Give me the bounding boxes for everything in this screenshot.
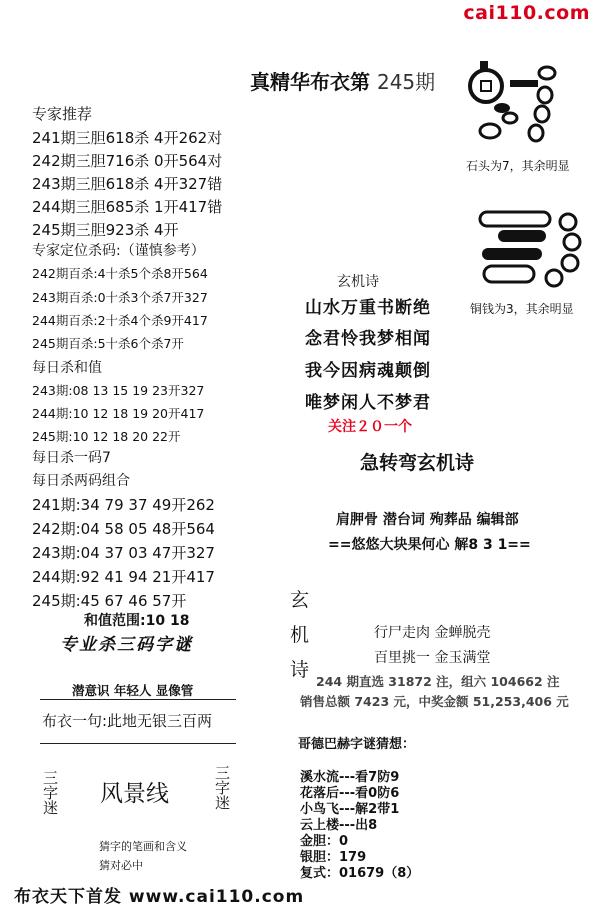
two-line: 241期:34 79 37 49开262 <box>32 496 215 514</box>
pro-title: 专业杀三码字谜 <box>60 635 193 655</box>
divider <box>40 743 236 744</box>
follow-note: 关注２０一个 <box>328 419 412 435</box>
two-line: 243期:04 37 03 47开327 <box>32 544 215 562</box>
two-line: 245期:45 67 46 57开 <box>32 592 187 610</box>
xjs-char: 诗 <box>290 659 310 681</box>
godel-line: 小鸟飞---解2带1 <box>300 802 400 817</box>
stone-puzzle-icon <box>462 58 592 153</box>
two-line: 244期:92 41 94 21开417 <box>32 568 215 586</box>
three-char-right: 三字迷 <box>213 765 231 810</box>
hint-line: 潜意识 年轻人 显像管 <box>72 683 194 698</box>
dingwei-title: 专家定位杀码:（谨慎参考） <box>32 243 205 259</box>
divider <box>40 699 236 700</box>
guess-line: 猜对必中 <box>99 859 143 872</box>
sum-title: 每日杀和值 <box>32 360 102 376</box>
kill-one-line: 每日杀一码7 <box>32 450 111 466</box>
dingwei-line: 245期百杀:5十杀6个杀7开 <box>32 336 184 351</box>
sum-line: 244期:10 12 18 19 20开417 <box>32 406 205 421</box>
coin-caption: 铜钱为3，其余明显 <box>470 302 574 316</box>
gold-line: 金胆：0 <box>300 834 349 849</box>
issue-number: 245期 <box>376 70 436 94</box>
guess-line: 猜字的笔画和含义 <box>99 840 187 853</box>
page-title <box>250 66 435 95</box>
godel-line: 花落后---看0防6 <box>300 786 400 801</box>
godel-line: 溪水流---看7防9 <box>300 770 400 785</box>
two-title: 每日杀两码组合 <box>32 473 130 489</box>
expert-line: 245期三胆923杀 4开 <box>32 221 179 239</box>
dingwei-line: 244期百杀:2十杀4个杀9开417 <box>32 313 208 328</box>
expert-line: 242期三胆716杀 0开564对 <box>32 152 223 170</box>
expert-line: 244期三胆685杀 1开417错 <box>32 198 223 216</box>
sum-range: 和值范围:10 18 <box>84 613 190 629</box>
godel-line: 云上楼---出8 <box>300 818 378 833</box>
stone-caption: 石头为7，其余明显 <box>466 159 570 173</box>
poem-line: 山水万重书断绝 <box>305 298 431 318</box>
coin-puzzle-icon <box>476 208 588 293</box>
turn-title: 急转弯玄机诗 <box>360 452 475 474</box>
three-char-left: 三字迷 <box>41 770 59 815</box>
sales-line: 244 期直选 31872 注，组六 104662 注 <box>316 674 560 689</box>
footer: 布衣天下首发 www.cai110.com <box>14 887 305 907</box>
sum-line: 245期:10 12 18 20 22开 <box>32 429 181 444</box>
poem-line: 唯梦闲人不梦君 <box>305 393 431 413</box>
dingwei-line: 242期百杀:4十杀5个杀8开564 <box>32 266 208 281</box>
godel-title: 哥德巴赫字谜猜想： <box>298 737 416 752</box>
turn-words: 肩胛骨 潜台词 殉葬品 编辑部 <box>336 512 519 528</box>
scenery-word: 风景线 <box>100 781 169 807</box>
silver-line: 银胆：179 <box>300 850 367 865</box>
poem-line: 我今因病魂颠倒 <box>305 361 431 381</box>
poem-line: 念君怜我梦相闻 <box>305 329 431 349</box>
xjs-line: 百里挑一 金玉满堂 <box>374 650 491 666</box>
compound-line: 复式：01679（8） <box>300 866 420 881</box>
xjs-line: 行尸走肉 金蝉脱壳 <box>374 625 491 641</box>
sum-line: 243期:08 13 15 19 23开327 <box>32 383 205 398</box>
turn-answer: ==悠悠大块果何心 解8 3 1== <box>328 537 531 553</box>
expert-title: 专家推荐 <box>32 105 93 123</box>
xjs-char: 机 <box>290 624 310 646</box>
xjs-char: 玄 <box>290 589 310 611</box>
dingwei-line: 243期百杀:0十杀3个杀7开327 <box>32 290 208 305</box>
poem-label: 玄机诗 <box>337 274 379 290</box>
expert-line: 243期三胆618杀 4开327错 <box>32 175 223 193</box>
two-line: 242期:04 58 05 48开564 <box>32 520 215 538</box>
expert-line: 241期三胆618杀 4开262对 <box>32 129 223 147</box>
buyi-line: 布衣一句:此地无银三百两 <box>42 712 213 730</box>
sales-line: 销售总额 7423 元，中奖金额 51,253,406 元 <box>300 694 569 709</box>
title-text: 真精华布衣第 <box>250 70 370 94</box>
site-logo: cai110.com <box>463 2 590 24</box>
